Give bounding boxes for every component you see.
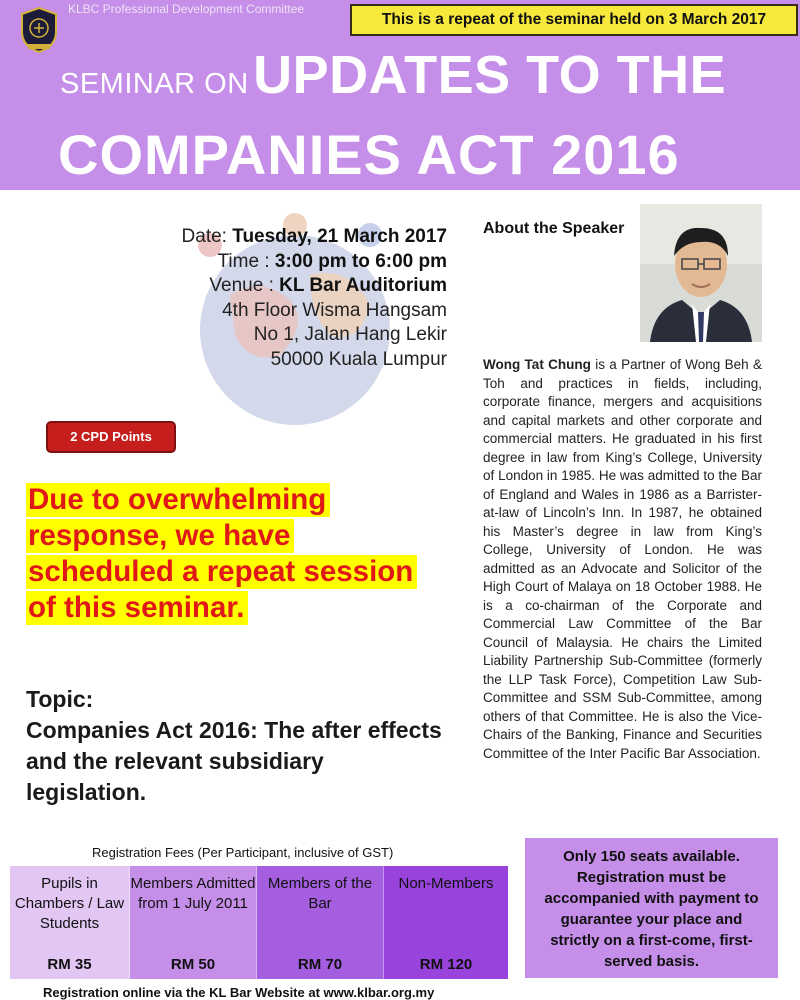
time-row (110, 250, 447, 275)
fee-column (384, 866, 508, 979)
notice-line-4: of this seminar. (26, 591, 248, 625)
speaker-photo (640, 204, 762, 342)
registration-fees-label: Registration Fees (Per Participant, inclusive of GST) (92, 845, 394, 860)
fee-column (257, 866, 384, 979)
time-value: 3:00 pm to 6:00 pm (274, 250, 447, 272)
title-line-2: COMPANIES ACT 2016 (58, 123, 680, 186)
title-bold: UPDATES TO THE (253, 45, 727, 105)
fee-column (130, 866, 257, 979)
speaker-name: Wong Tat Chung (483, 357, 591, 372)
repeat-notice: This is a repeat of the seminar held on 3 March 2017 (350, 4, 798, 36)
date-value: Tuesday, 21 March 2017 (232, 226, 447, 247)
fee-category: Members of the Bar (267, 875, 373, 912)
fee-price: RM 50 (170, 956, 216, 973)
event-details (110, 225, 447, 372)
online-registration-text: Registration online via the KL Bar Website at www.klbar.org.my (43, 985, 435, 1000)
header-banner (0, 0, 800, 190)
repeat-session-notice (26, 483, 417, 627)
topic-block (26, 684, 446, 808)
fee-price: RM 70 (297, 956, 343, 973)
notice-line-1: Due to overwhelming (26, 483, 330, 517)
title-prefix: SEMINAR ON (60, 68, 249, 100)
speaker-bio (483, 356, 762, 763)
fee-price: RM 35 (47, 956, 92, 973)
registration-fees-table (10, 866, 508, 979)
address-line-1: 4th Floor Wisma Hangsam (222, 299, 447, 321)
address-line-2: No 1, Jalan Hang Lekir (253, 324, 447, 345)
date-label: Date: (181, 226, 227, 247)
notice-line-2: response, we have (26, 519, 294, 553)
fee-category: Pupils in Chambers / Law Students (14, 875, 125, 932)
committee-name: KLBC Professional Development Committee (68, 2, 305, 16)
topic-text: Companies Act 2016: The after effects and the relevant subsidiary legislation. (26, 717, 442, 805)
notice-line-3: scheduled a repeat session (26, 555, 417, 589)
venue-value: KL Bar Auditorium (279, 275, 447, 296)
venue-label: Venue : (209, 275, 274, 296)
seats-notice: Only 150 seats available. Registration must be accompanied with payment to guarantee your place and strictly on a first-come, first-served basis. (525, 838, 778, 978)
about-speaker-heading: About the Speaker (483, 220, 625, 237)
title-line-1 (60, 44, 726, 106)
fee-category: Non-Members (398, 875, 494, 892)
time-label: Time : (217, 250, 270, 272)
fee-column (10, 866, 130, 979)
address-line-3: 50000 Kuala Lumpur (270, 348, 447, 370)
cpd-points-badge: 2 CPD Points (46, 421, 176, 453)
fee-price: RM 120 (419, 956, 473, 973)
topic-label: Topic: (26, 686, 94, 712)
date-row (110, 225, 447, 250)
kl-bar-logo-icon (18, 6, 60, 54)
speaker-bio-text: is a Partner of Wong Beh & Toh and practices in fields, including, corporate finance, mergers and acquisitions and capital markets and other corporate and commercial matters. He graduated in his first degree in law from King’s College, University of London in 1985. He was admitted to the Bar of England and Wales in 1986 as a Barrister-at-law of Lincoln’s Inn. In 1987, he obtained his Master’s degree in law from King’s College, University of London. He was admitted as an Advocate and Solicitor of the High Court of Malaya on 18 October 1988. He is a co-chairman of the Corporate and Commercial Law Committee of the Bar Council of Malaysia. He chairs the Limited Liability Partnership Sub-Committee (formerly the LLP Task Force), Competition Law Sub-Committee and SSM Sub-Committee, among others of that Committee. He is also the Vice-Chairs of the Banking, Finance and Securities Committee of the Inter Pacific Bar Association. (483, 357, 762, 761)
fee-category: Members Admitted from 1 July 2011 (130, 875, 256, 912)
venue-row (110, 274, 447, 299)
